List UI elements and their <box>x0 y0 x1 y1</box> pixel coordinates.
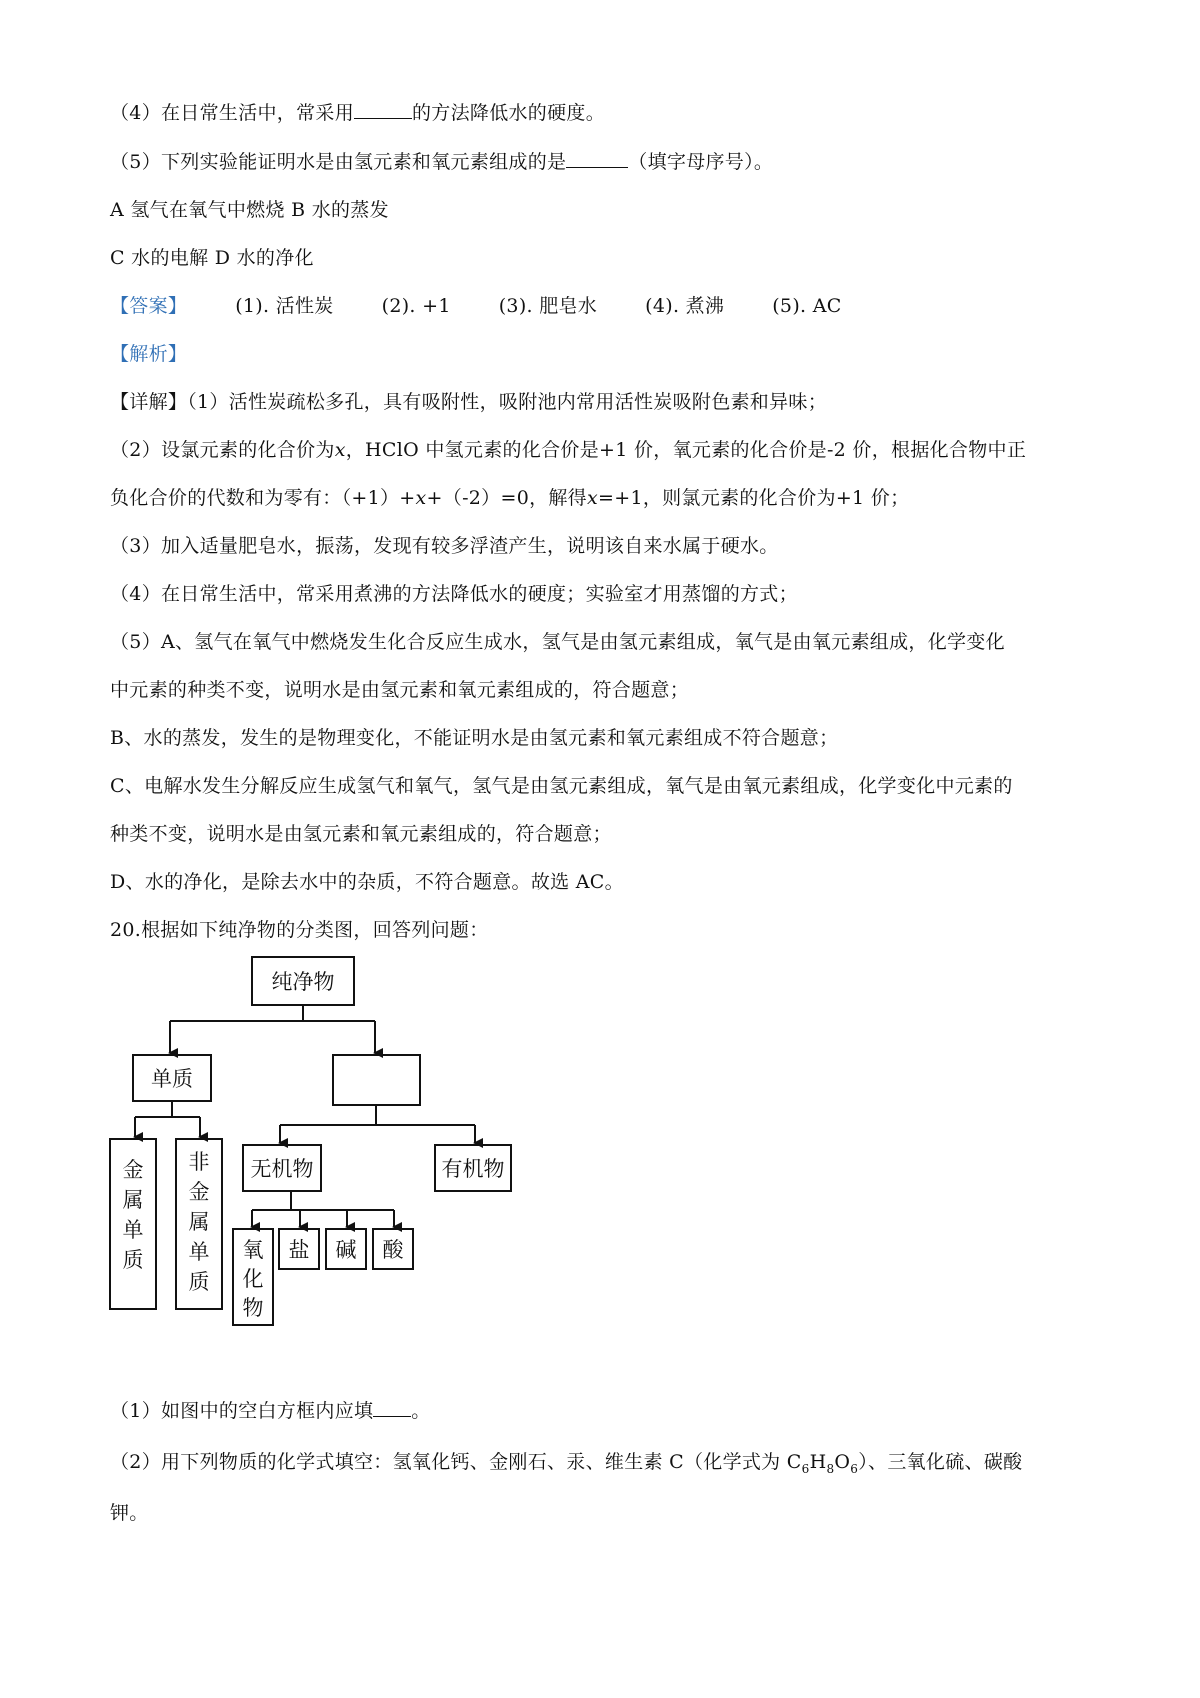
analysis-part3: （3）加入适量肥皂水，振荡，发现有较多浮渣产生，说明该自来水属于硬水。 <box>110 535 779 557</box>
answer-item-3: (3). 肥皂水 <box>498 295 598 317</box>
answer-item-5: (5). AC <box>772 295 842 317</box>
analysis-label: 【解析】 <box>110 343 188 365</box>
q20-sub1 <box>110 1398 431 1424</box>
q19-options-ab: A 氢气在氧气中燃烧 B 水的蒸发 <box>110 199 389 221</box>
organic-label: 有机物 <box>441 1157 505 1181</box>
q20-sub1-blank <box>373 1398 411 1417</box>
analysis-part5-d: D、水的净化，是除去水中的杂质，不符合题意。故选 AC。 <box>110 871 624 893</box>
q19-part4-suffix: 的方法降低水的硬度。 <box>412 102 606 124</box>
classification-diagram <box>100 955 560 1375</box>
nonmetal-label-char-1: 非 <box>188 1150 210 1174</box>
q20-sub2-text-a: （2）用下列物质的化学式填空：氢氧化钙、金刚石、汞、维生素 C（化学式为 C <box>110 1451 802 1473</box>
answer-item-2: (2). +1 <box>381 295 451 317</box>
formula-subscript: 8 <box>826 1461 835 1476</box>
answer-item-1: (1). 活性炭 <box>235 295 334 317</box>
q19-part5 <box>110 149 773 175</box>
q19-part5-blank <box>566 149 628 168</box>
metal-label-char-1: 金 <box>122 1158 144 1182</box>
formula-subscript: 6 <box>850 1461 859 1476</box>
analysis-part2-text-e: =+1，则氯元素的化合价为+1 价； <box>598 487 910 509</box>
q19-part4-blank <box>354 100 412 119</box>
formula-subscript: 6 <box>801 1461 810 1476</box>
root-label: 纯净物 <box>271 970 335 994</box>
answer-label: 【答案】 <box>110 295 188 317</box>
analysis-part5-c-line2: 种类不变，说明水是由氢元素和氧元素组成的，符合题意； <box>110 823 612 845</box>
nonmetal-label-char-3: 属 <box>188 1210 210 1234</box>
simple-substance-label: 单质 <box>151 1067 193 1091</box>
analysis-part2-text-b: ，HClO 中氢元素的化合价是+1 价，氧元素的化合价是-2 价，根据化合物中正 <box>345 439 1027 461</box>
base-label: 碱 <box>335 1238 357 1262</box>
q19-part4 <box>110 100 605 126</box>
metal-label-char-2: 属 <box>122 1188 144 1212</box>
nonmetal-label-char-4: 单 <box>188 1240 210 1264</box>
q20-sub1-prefix: （1）如图中的空白方框内应填 <box>110 1400 374 1422</box>
oxide-label-char-1: 氧 <box>242 1238 264 1262</box>
q20-sub2-text-b: ）、三氧化硫、碳酸 <box>858 1451 1023 1473</box>
metal-label-char-3: 单 <box>122 1218 144 1242</box>
analysis-part4: （4）在日常生活中，常采用煮沸的方法降低水的硬度；实验室才用蒸馏的方式； <box>110 583 798 605</box>
metal-label-char-4: 质 <box>122 1248 144 1272</box>
q19-options-cd: C 水的电解 D 水的净化 <box>110 247 314 269</box>
analysis-part2-line2 <box>110 485 909 511</box>
q19-part5-prefix: （5）下列实验能证明水是由氢元素和氧元素组成的是 <box>110 151 567 173</box>
q20-stem: 20.根据如下纯净物的分类图，回答列问题： <box>110 919 489 941</box>
analysis-part2-text-d: +（-2）=0，解得 <box>426 487 587 509</box>
q19-part5-suffix: （填字母序号）。 <box>628 151 774 173</box>
oxide-label-char-3: 物 <box>242 1296 264 1320</box>
acid-label: 酸 <box>382 1238 404 1262</box>
answer-line <box>110 293 842 319</box>
formula-element: O <box>834 1451 851 1473</box>
analysis-part5-a-line2: 中元素的种类不变，说明水是由氢元素和氧元素组成的，符合题意； <box>110 679 690 701</box>
q20-sub1-suffix: 。 <box>411 1400 431 1422</box>
analysis-detail-1: 【详解】（1）活性炭疏松多孔，具有吸附性，吸附池内常用活性炭吸附色素和异味； <box>110 391 827 413</box>
analysis-part5-a-line1: （5）A、氢气在氧气中燃烧发生化合反应生成水，氢气是由氢元素组成，氧气是由氧元素组成，化学变化 <box>110 631 1005 653</box>
formula-element: H <box>809 1451 827 1473</box>
analysis-part2-text-c: 负化合价的代数和为零有：（+1）+ <box>110 487 416 509</box>
blank-compound-box <box>333 1055 420 1105</box>
answer-item-4: (4). 煮沸 <box>645 295 725 317</box>
variable-x: x <box>415 487 427 509</box>
inorganic-label: 无机物 <box>250 1157 314 1181</box>
analysis-part5-b: B、水的蒸发，发生的是物理变化，不能证明水是由氢元素和氧元素组成不符合题意； <box>110 727 839 749</box>
analysis-part5-c-line1: C、电解水发生分解反应生成氢气和氧气，氢气是由氢元素组成，氧气是由氧元素组成，化学变化中元素的 <box>110 775 1013 797</box>
oxide-label-char-2: 化 <box>242 1267 264 1291</box>
analysis-part2-text-a: （2）设氯元素的化合价为 <box>110 439 335 461</box>
variable-x: x <box>334 439 346 461</box>
nonmetal-label-char-5: 质 <box>188 1270 210 1294</box>
analysis-part2-line1 <box>110 437 1026 463</box>
salt-label: 盐 <box>288 1238 310 1262</box>
nonmetal-label-char-2: 金 <box>188 1180 210 1204</box>
q19-part4-prefix: （4）在日常生活中，常采用 <box>110 102 354 124</box>
variable-x: x <box>586 487 598 509</box>
q20-sub2-line2: 钾。 <box>110 1502 149 1524</box>
q20-sub2-line1 <box>110 1449 1022 1482</box>
